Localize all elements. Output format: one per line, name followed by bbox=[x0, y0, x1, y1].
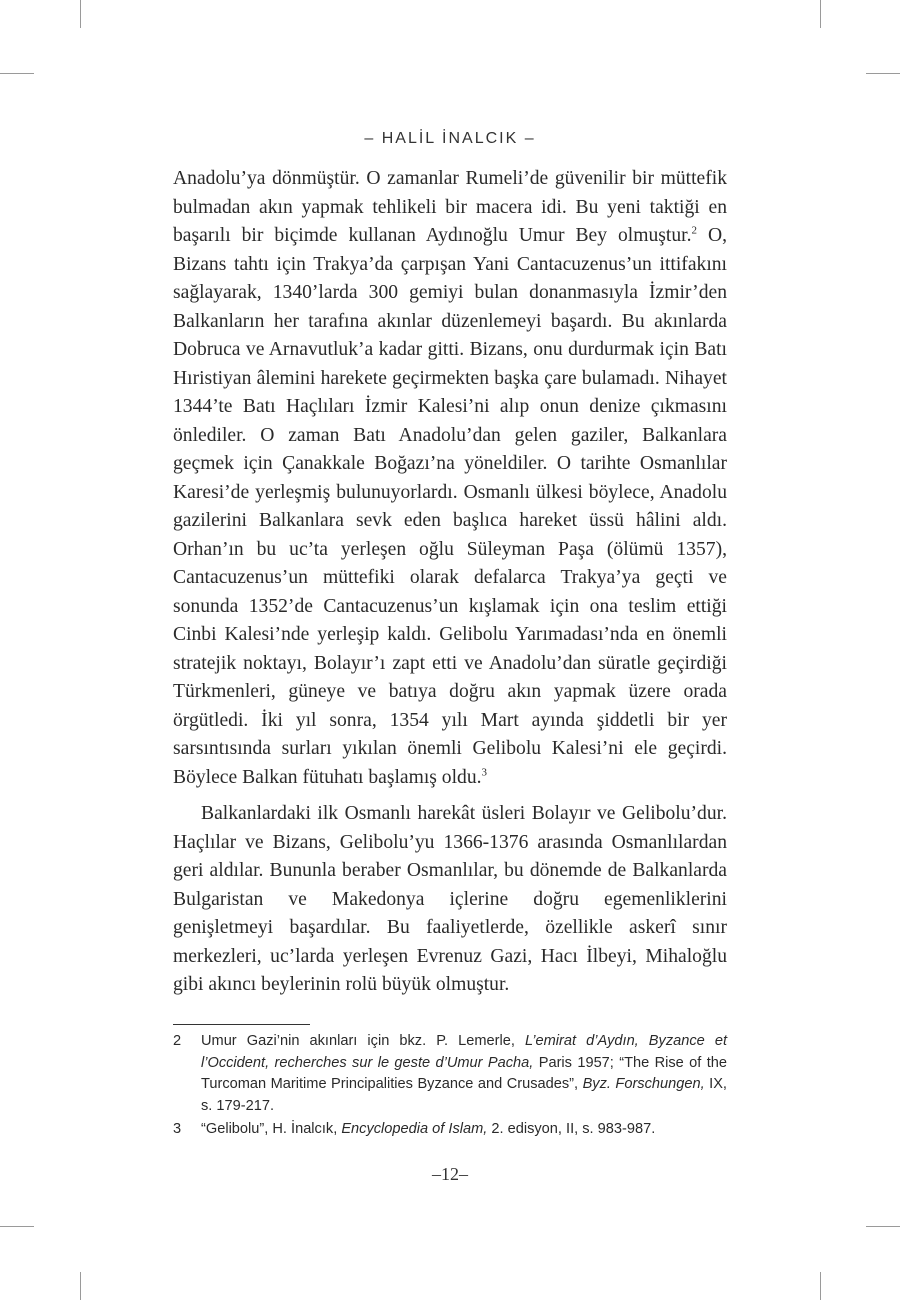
footnote-text: “Gelibolu”, H. İnalcık, Encyclopedia of Islam, 2. edisyon, II, s. 983-987. bbox=[201, 1121, 656, 1137]
footnote-number: 2 bbox=[173, 1033, 182, 1049]
footnote-divider bbox=[173, 1024, 310, 1025]
body-text bbox=[173, 165, 727, 1000]
crop-mark bbox=[80, 0, 81, 28]
crop-mark bbox=[0, 1226, 34, 1227]
footnote-ref-3[interactable]: 3 bbox=[481, 765, 488, 778]
crop-mark bbox=[820, 1272, 821, 1300]
paragraph-2: Balkanlardaki ilk Osmanlı harekât üsleri Bolayır ve Gelibolu’dur. Haçlılar ve Bizans, Gelibolu’yu 1366-1376 arasında Osmanlılardan geri aldılar. Bununla beraber Osmanlılar, bu dönemde de Balkanlarda Bulgaristan ve Makedonya içlerine doğru egemenliklerini genişletmeyi başardılar. Bu faaliyetlerde, özellikle askerî sınır merkezleri, uc’larda yerleşen Evrenuz Gazi, Hacı İlbeyi, Mihaloğlu gibi akıncı beylerinin rolü büyük olmuştur. bbox=[173, 803, 727, 995]
crop-mark bbox=[80, 1272, 81, 1300]
footnotes bbox=[173, 1031, 727, 1143]
footnote-ref-2[interactable]: 2 bbox=[691, 224, 697, 237]
footnote-text: Umur Gazi’nin akınları için bkz. P. Lemerle, L’emirat d’Aydın, Byzance et l’Occident, recherches sur le geste d’Umur Pacha, Paris 1957; “The Rise of the Turcoman Maritime Principalities Byzance and Crusades”, Byz. Forschungen, IX, s. 179-217. bbox=[201, 1033, 727, 1114]
footnote-2 bbox=[173, 1031, 727, 1117]
footnote-3 bbox=[173, 1119, 727, 1141]
page-number: –12– bbox=[432, 1164, 468, 1184]
crop-mark bbox=[866, 73, 900, 74]
paragraph-1: Anadolu’ya dönmüştür. O zamanlar Rumeli’de güvenilir bir müttefik bulmadan akın yapmak tehlikeli bir macera idi. Bu yeni taktiği en başarılı bir biçimde kullanan Aydınoğlu Umur Bey olmuştur.$^2$ O, Bizans tahtı için Trakya’da çarpışan Yani Cantacuzenus’un ittifakını sağlayarak, 1340’larda 300 gemiyi bulan donanmasıyla İzmir’den Balkanların her tarafına akınlar düzenlemeyi başardı. Bu akınlarda Dobruca ve Arnavutluk’a kadar gitti. Bizans, onu durdurmak için Batı Hıristiyan âlemini harekete geçirmekten başka çare bulamadı. Nihayet 1344’te Batı Haçlıları İzmir Kalesi’ni alıp onun denize çıkmasını önlediler. O zaman Batı Anadolu’dan gelen gaziler, Balkanlara geçmek için Çanakkale Boğazı’na yöneldiler. O tarihte Osmanlılar Karesi’de yerleşmiş bulunuyorlardı. Osmanlı ülkesi böylece, Anadolu gazilerini Balkanlara sevk eden başlıca hareket üssü hâlini aldı. Orhan’ın bu uc’ta yerleşen oğlu Süleyman Paşa (ölümü 1357), Cantacuzenus’un müttefiki olarak defalarca Trakya’ya geçti ve sonunda 1352’de Cantacuzenus’un kışlamak için ona teslim ettiği Cinbi Kalesi’nde yerleşip kaldı. Gelibolu Yarımadası’nda en önemli stratejik noktayı, Bolayır’ı zapt etti ve Anadolu’dan süratle geçirdiği Türkmenleri, güneye ve batıya doğru akın yapmak üzere orada örgütledi. İki yıl sonra, 1354 yılı Mart ayında şiddetli bir yer sarsıntısında surları yıkılan önemli Gelibolu Kalesi’ni ele geçirdi. Böylece Balkan fütuhatı başlamış oldu.$^3$ bbox=[173, 168, 727, 788]
crop-mark bbox=[0, 73, 34, 74]
footnote-number: 3 bbox=[173, 1121, 182, 1137]
running-head: – HALİL İNALCIK – bbox=[364, 130, 536, 147]
crop-mark bbox=[866, 1226, 900, 1227]
crop-mark bbox=[820, 0, 821, 28]
